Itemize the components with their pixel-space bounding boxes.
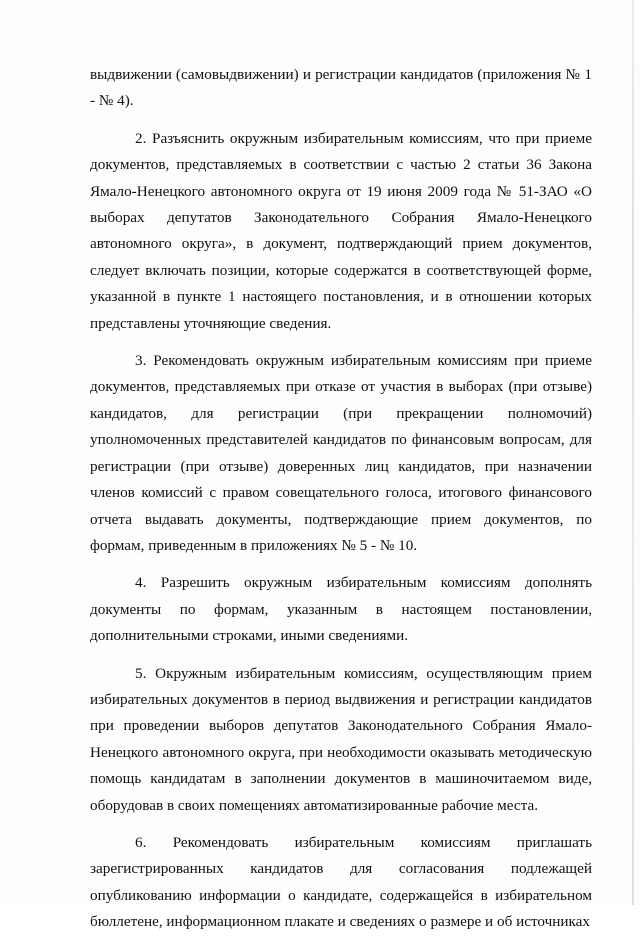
paragraph-item-3: 3. Рекомендовать окружным избирательным комиссиям при приеме документов, представляемых при отказе от участия в выборах (при отзыве) кандидатов, для регистрации (при прекращении полномочий) уполномоченных представителей кандидатов по финансовым вопросам, для регистрации (при отзыве) доверенных лиц кандидатов, при назначении членов комиссий с правом совещательного голоса, итогового финансового отчета выдавать документы, подтверждающие прием документов, по формам, приведенным в приложениях № 5 - № 10. xyxy=(90,352,592,554)
scan-edge-shadow xyxy=(632,0,634,905)
paragraph-continuation: выдвижении (самовыдвижении) и регистрации кандидатов (приложения № 1 - № 4). xyxy=(90,66,592,110)
paragraph-item-5: 5. Окружным избирательным комиссиям, осуществляющим прием избирательных документов в период выдвижения и регистрации кандидатов при проведении выборов депутатов Законодательного Собрания Ямало-Ненецкого автономного округа, при необходимости оказывать методическую помощь кандидатам в заполнении документов в машиночитаемом виде, оборудовав в своих помещениях автоматизированные рабочие места. xyxy=(90,664,592,814)
document-body xyxy=(90,62,592,936)
paragraph-item-2: 2. Разъяснить окружным избирательным комиссиям, что при приеме документов, представляемых в соответствии с частью 2 статьи 36 Закона Ямало-Ненецкого автономного округа от 19 июня 2009 года № 51-ЗАО «О выборах депутатов Законодательного Собрания Ямало-Ненецкого автономного округа», в документ, подтверждающий прием документов, следует включать позиции, которые содержатся в соответствующей форме, указанной в пункте 1 настоящего постановления, и в отношении которых представлены уточняющие сведения. xyxy=(90,129,592,332)
paragraph-gap xyxy=(90,819,592,830)
paragraph-gap xyxy=(90,650,592,661)
paragraph-gap xyxy=(90,115,592,126)
paragraph-item-4: 4. Разрешить окружным избирательным комиссиям дополнять документы по формам, указанным в настоящем постановлении, дополнительными строками, иными сведениями. xyxy=(90,574,592,645)
paragraph-gap xyxy=(90,559,592,570)
paragraph-gap xyxy=(90,337,592,348)
paragraph-item-6: 6. Рекомендовать избирательным комиссиям приглашать зарегистрированных кандидатов для согласования подлежащей опубликованию информации о кандидате, содержащейся в избирательном бюллетене, информационном плакате и сведениях о размере и об источниках xyxy=(90,833,592,931)
